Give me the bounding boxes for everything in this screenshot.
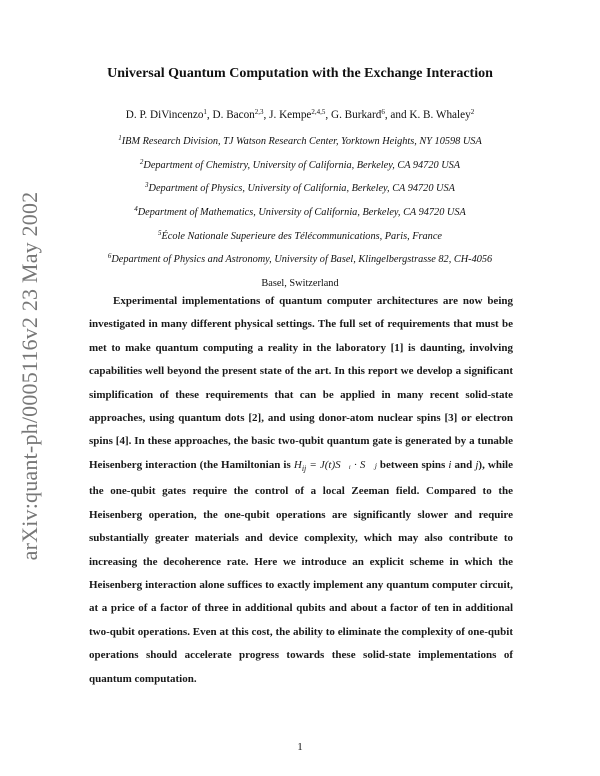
affiliation: $^1$IBM Research Division, TJ Watson Research Center, Yorktown Heights, NY 10598 USA <box>118 134 482 147</box>
author: K. B. Whaley$^2$ <box>409 108 475 121</box>
abstract: Experimental implementations of quantum computer architectures are now being investigated in many different physical settings. The full set of requirements that must be met to make quantum computing a reality in the laboratory [1] is daunting, involving capabilities well beyond the present state of the art. In this report we develop a significant simplification of these requirements that can be applied in many recent solid-state approaches, using quantum dots [2], and using donor-atom nuclear spins [3] or electron spins [4]. In these approaches, the basic two-qubit quantum gate is generated by a tunable Heisenberg interaction (the Hamiltonian is $H_{ij}$ = J(t)S⃗ᵢ · S⃗ⱼ between spins i and j), while the one-qubit gates require the control of a local Zeeman field. Compared to the Heisenberg operation, the one-qubit operations are significantly slower and require substantially greater materials and device complexity, which may also contribute to increasing the decoherence rate. Here we introduce an explicit scheme in which the Heisenberg interaction alone suffices to exactly implement any quantum computer circuit, at a price of a factor of three in additional qubits and about a factor of ten in additional two-qubit operations. Even at this cost, the ability to eliminate the complexity of one-qubit operations should accelerate progress towards these solid-state implementations of quantum computation. <box>89 295 513 685</box>
page-number: 1 <box>297 741 303 753</box>
affiliation: $^4$Department of Mathematics, University of California, Berkeley, CA 94720 USA <box>134 205 466 218</box>
author: J. Kempe$^{2,4,5}$, <box>269 108 331 121</box>
author: D. P. DiVincenzo$^1$, <box>125 108 213 121</box>
affiliation: $^2$Department of Chemistry, University of California, Berkeley, CA 94720 USA <box>139 158 461 171</box>
hamiltonian-formula: $H_{ij}$ = J(t)S⃗ᵢ · S⃗ⱼ <box>293 458 377 474</box>
arxiv-stamp: arXiv:quant-ph/0005116v2 23 May 2002 <box>17 191 42 561</box>
author: D. Bacon$^{2,3}$, <box>212 108 270 121</box>
author: G. Burkard$^6$, and <box>330 108 410 121</box>
affiliation: $^6$Department of Physics and Astronomy, University of Basel, Klingelbergstrasse 82, CH-4056 <box>107 252 493 265</box>
affiliation: $^3$Department of Physics, University of California, Berkeley, CA 94720 USA <box>145 181 455 194</box>
author-list <box>0 109 600 121</box>
affiliation: $^5$École Nationale Superieure des Télécommunications, Paris, France <box>158 229 442 242</box>
paper-title: Universal Quantum Computation with the Exchange Interaction <box>107 66 493 81</box>
affiliation: Basel, Switzerland <box>261 278 339 289</box>
